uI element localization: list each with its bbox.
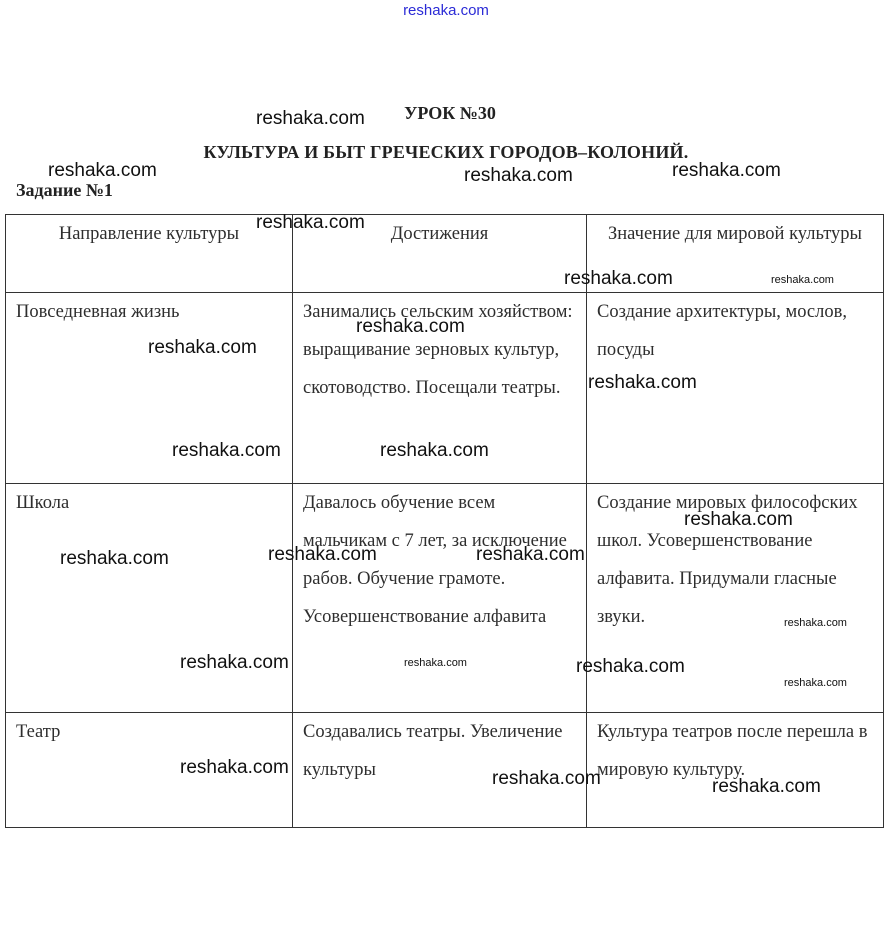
table-header-row — [6, 215, 884, 293]
task-label: Задание №1 — [16, 180, 113, 200]
cell-direction: Школа — [6, 484, 293, 713]
watermark: reshaka.com — [356, 316, 465, 337]
watermark: reshaka.com — [180, 757, 289, 778]
cell-achievements: Создавались театры. Увеличение культуры — [293, 713, 587, 828]
watermark: reshaka.com — [60, 548, 169, 569]
watermark: reshaka.com — [404, 657, 467, 669]
watermark: reshaka.com — [180, 652, 289, 673]
topic-title: КУЛЬТУРА И БЫТ ГРЕЧЕСКИХ ГОРОДОВ–КОЛОНИЙ. — [203, 142, 689, 162]
watermark: reshaka.com — [784, 677, 847, 689]
header-direction: Направление культуры — [6, 215, 293, 293]
cell-direction: Повседневная жизнь — [6, 293, 293, 484]
cell-significance: Культура театров после перешла в мировую культуру. — [587, 713, 884, 828]
watermark: reshaka.com — [464, 165, 573, 186]
watermark: reshaka.com — [712, 776, 821, 797]
watermark: reshaka.com — [172, 440, 281, 461]
cell-significance: Создание мировых философских школ. Усовершенствование алфавита. Придумали гласные звуки. — [587, 484, 884, 713]
header-achievements: Достижения — [293, 215, 587, 293]
table-row — [6, 484, 884, 713]
table-row — [6, 293, 884, 484]
watermark: reshaka.com — [771, 274, 834, 286]
watermark: reshaka.com — [564, 268, 673, 289]
lesson-title: УРОК №30 — [404, 103, 496, 123]
watermark: reshaka.com — [784, 617, 847, 629]
header-significance: Значение для мировой культуры — [587, 215, 884, 293]
watermark: reshaka.com — [48, 160, 157, 181]
watermark: reshaka.com — [268, 544, 377, 565]
cell-direction: Театр — [6, 713, 293, 828]
watermark: reshaka.com — [256, 108, 365, 129]
culture-table — [5, 214, 884, 828]
table-row — [6, 713, 884, 828]
watermark: reshaka.com — [492, 768, 601, 789]
cell-significance: Создание архитектуры, мослов, посуды — [587, 293, 884, 484]
watermark: reshaka.com — [476, 544, 585, 565]
site-link[interactable]: reshaka.com — [403, 2, 489, 19]
watermark: reshaka.com — [588, 372, 697, 393]
watermark: reshaka.com — [576, 656, 685, 677]
watermark: reshaka.com — [672, 160, 781, 181]
watermark: reshaka.com — [256, 212, 365, 233]
watermark: reshaka.com — [380, 440, 489, 461]
cell-achievements: Давалось обучение всем мальчикам с 7 лет, за исключение рабов. Обучение грамоте. Усовершенствование алфавита — [293, 484, 587, 713]
watermark: reshaka.com — [684, 509, 793, 530]
watermark: reshaka.com — [148, 337, 257, 358]
cell-achievements: Занимались сельским хозяйством: выращивание зерновых культур, скотоводство. Посещали театры. — [293, 293, 587, 484]
